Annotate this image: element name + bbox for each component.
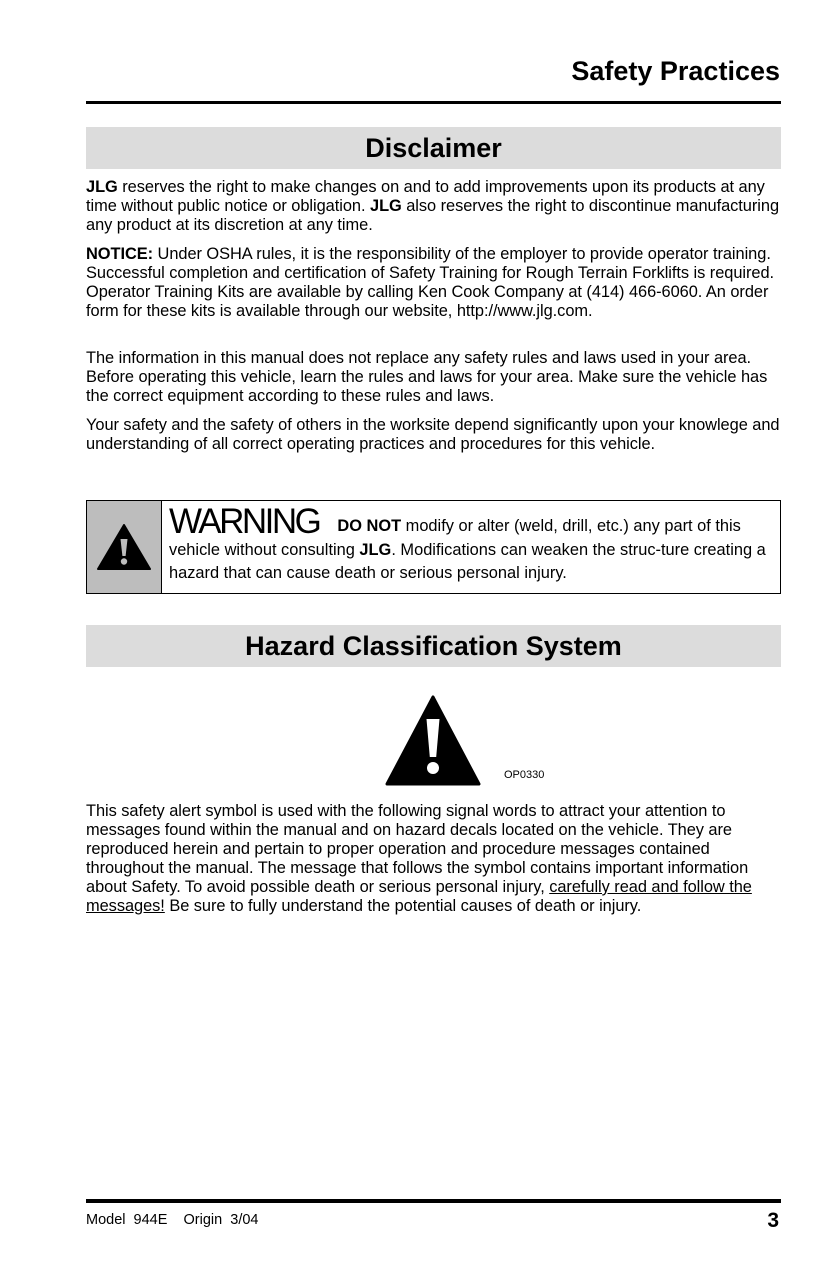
hazard-heading: Hazard Classification System [86,625,781,667]
notice-label: NOTICE: [86,245,154,263]
warning-triangle-icon [96,523,152,571]
header-divider [86,101,781,104]
disclaimer-paragraph-laws: The information in this manual does not replace any safety rules and laws used in your area. Before operating this vehicle, learn the rules and laws for your area. Make sure the vehicle has the correct equipment according to these rules and laws. [86,349,768,405]
paragraph-text: Be sure to fully understand the potential causes of death or injury. [164,897,642,915]
underlined-emphasis: carefully read and follow the messages! [86,878,752,915]
warning-emphasis: DO NOT [337,517,402,535]
warning-signal-word: WARNING [169,502,320,541]
disclaimer-paragraph-rights [86,178,781,235]
footer-divider [86,1199,781,1203]
warning-text [162,501,780,593]
warning-box [86,500,781,594]
brand-name: JLG [370,197,402,215]
brand-name: JLG [359,541,392,559]
disclaimer-paragraph-notice [86,245,781,321]
page-title: Safety Practices [571,56,780,86]
paragraph-text: reserves the right to make changes on and to add improvements upon its products at any time without public notice or obligation. [86,178,765,215]
paragraph-text: Under OSHA rules, it is the responsibility of the employer to provide operator training. Successful completion and certification of Safety Training for Rough Terrain Forklifts is required. Operator Training Kits are available by calling Ken Cook Company at (414) 466-6060. An order form for these kits is available through our website, http://www.jlg.com. [86,245,775,320]
brand-name: JLG [86,178,118,196]
safety-alert-symbol-icon [385,695,481,787]
figure-code: OP0330 [504,769,545,781]
paragraph-text: This safety alert symbol is used with the following signal words to attract your attention to messages found within the manual and on hazard decals located on the vehicle. They are reproduced herein and pertain to proper operation and procedure messages contained throughout the manual. The message that follows the symbol contains important information about Safety. To avoid possible death or serious personal injury, [86,802,749,896]
warning-icon-cell [87,501,162,593]
hazard-paragraph [86,802,781,916]
warning-text-part: . Modifications can weaken the struc-ture creating a hazard that can cause death or serious personal injury. [169,541,766,582]
disclaimer-paragraph-safety: Your safety and the safety of others in the worksite depend significantly upon your knowlege and understanding of all correct operating practices and procedures for this vehicle. [86,416,780,453]
disclaimer-heading: Disclaimer [86,127,781,169]
footer-model-origin: Model 944E Origin 3/04 [86,1212,259,1228]
page-number: 3 [767,1209,779,1232]
paragraph-text: also reserves the right to discontinue manufacturing any product at its discretion at any time. [86,197,780,234]
warning-text-part: modify or alter (weld, drill, etc.) any part of this vehicle without consulting [169,517,741,559]
